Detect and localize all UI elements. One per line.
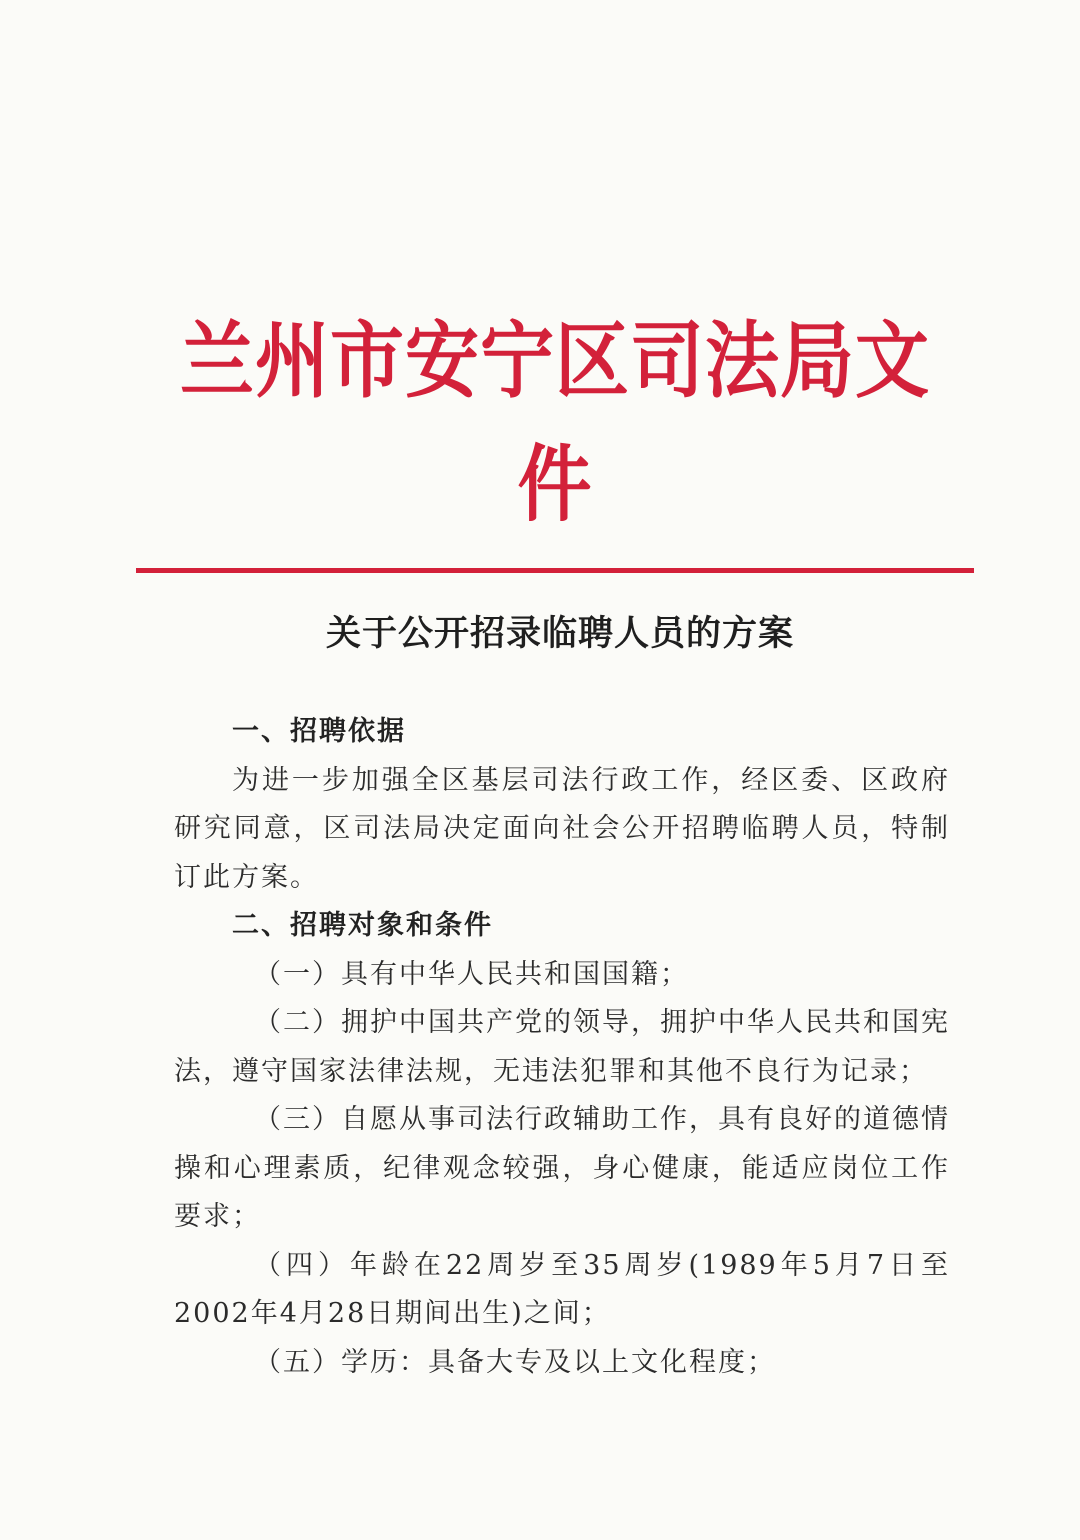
eligibility-item-3: （三）自愿从事司法行政辅助工作，具有良好的道德情操和心理素质，纪律观念较强，身心健康，能适应岗位工作要求； bbox=[174, 1104, 950, 1232]
issuer-masthead: 兰州市安宁区司法局文件 bbox=[180, 313, 930, 533]
eligibility-item-5: （五）学历：具备大专及以上文化程度； bbox=[254, 1346, 776, 1378]
document-title: 关于公开招录临聘人员的方案 bbox=[325, 614, 794, 654]
red-separator-line bbox=[136, 568, 974, 573]
eligibility-item-1: （一）具有中华人民共和国国籍； bbox=[254, 958, 689, 990]
section-heading-eligibility: 二、招聘对象和条件 bbox=[232, 910, 493, 941]
document-body bbox=[174, 708, 950, 1387]
eligibility-item-2: （二）拥护中国共产党的领导，拥护中华人民共和国宪法，遵守国家法律法规，无违法犯罪和其他不良行为记录； bbox=[174, 1007, 950, 1087]
section-text-basis: 为进一步加强全区基层司法行政工作，经区委、区政府研究同意，区司法局决定面向社会公开招聘临聘人员，特制订此方案。 bbox=[174, 764, 950, 893]
eligibility-item-4: （四）年龄在22周岁至35周岁(1989年5月7日至2002年4月28日期间出生)之间； bbox=[174, 1249, 950, 1329]
section-heading-basis: 一、招聘依据 bbox=[232, 716, 406, 747]
